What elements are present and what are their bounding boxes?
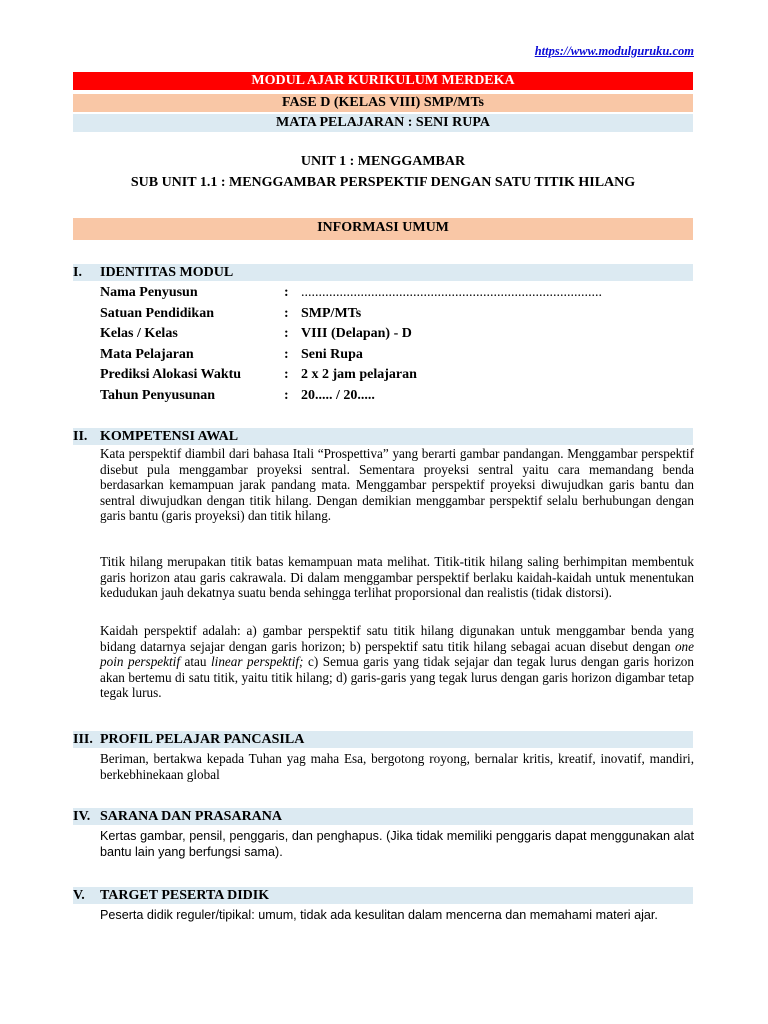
identity-colon: :: [284, 347, 289, 362]
identity-colon: :: [284, 388, 289, 403]
paragraph: Beriman, bertakwa kepada Tuhan yag maha Esa, bergotong royong, bernalar kritis, kreatif, inovatif, mandiri, berkebhinekaan global: [100, 751, 694, 782]
subject-band: MATA PELAJARAN : SENI RUPA: [73, 114, 693, 132]
section-number: IV.: [73, 809, 91, 824]
identity-value: Seni Rupa: [301, 347, 363, 362]
phase-band: FASE D (KELAS VIII) SMP/MTs: [73, 94, 693, 112]
section-number: II.: [73, 429, 88, 444]
section-kompetensi-awal: [73, 428, 693, 445]
identity-value: ......................................................................................: [301, 285, 602, 300]
section-profil-pelajar-pancasila: [73, 731, 693, 748]
identity-label: Mata Pelajaran: [100, 347, 194, 362]
identity-value: SMP/MTs: [301, 306, 362, 321]
paragraph: Kertas gambar, pensil, penggaris, dan penghapus. (Jika tidak memiliki penggaris dapat menggunakan alat bantu lain yang berfungsi sama).: [100, 829, 694, 859]
paragraph-text: c) Semua garis yang tidak sejajar dan tegak lurus dengan garis horizon akan bertemu di satu titik, yaitu titik hilang; d) garis-garis yang tegak lurus dengan garis horizon digambar tetap tegak lurus.: [100, 654, 694, 700]
section-title: KOMPETENSI AWAL: [100, 429, 239, 444]
section-number: III.: [73, 732, 93, 747]
section-target-peserta-didik: [73, 887, 693, 904]
paragraph: Titik hilang merupakan titik batas kemampuan mata melihat. Titik-titik hilang saling berhimpitan membentuk garis horizon atau garis cakrawala. Di dalam menggambar perspektif berlaku kaidah-kaidah untuk menentukan kedudukan jauh dekatnya suatu benda sehingga terlihat proporsional dan realistis (tidak distorsi).: [100, 554, 694, 600]
identity-colon: :: [284, 367, 289, 382]
section-number: V.: [73, 888, 85, 903]
section-title: SARANA DAN PRASARANA: [100, 809, 283, 824]
identity-label: Prediksi Alokasi Waktu: [100, 367, 242, 382]
paragraph-text: Kaidah perspektif adalah: a) gambar perspektif satu titik hilang digunakan untuk menggambar benda yang bidang datarnya sejajar dengan garis horizon; b) perspektif satu titik hilang sebagai acuan disebut dengan: [100, 623, 694, 654]
identity-value: 2 x 2 jam pelajaran: [301, 367, 417, 382]
website-link[interactable]: https://www.modulguruku.com: [534, 44, 694, 58]
paragraph: Peserta didik reguler/tipikal: umum, tidak ada kesulitan dalam mencerna dan memahami materi ajar.: [100, 908, 658, 922]
paragraph: Kata perspektif diambil dari bahasa Itali “Prospettiva” yang berarti gambar pandangan. Menggambar perspektif disebut pula menggambar proyeksi sentral. Sementara proyeksi sentral yaitu cara memandang benda berdasarkan kemampuan jarak pandang mata. Menggambar perspektif proyeksi diwujudkan garis bantu dan sentral diwujudkan dengan titik hilang. Dengan demikian menggambar perspektif selalu berhubungan dengan garis bantu (garis proyeksi) dan titik hilang.: [100, 446, 694, 523]
identity-value: 20..... / 20.....: [301, 388, 375, 403]
paragraph: [100, 623, 694, 701]
section-identitas-modul: [73, 264, 693, 281]
section-title: IDENTITAS MODUL: [100, 265, 234, 280]
identity-colon: :: [284, 306, 289, 321]
section-title: PROFIL PELAJAR PANCASILA: [100, 732, 305, 747]
identity-colon: :: [284, 326, 289, 341]
identity-value: VIII (Delapan) - D: [301, 326, 412, 341]
section-sarana-prasarana: [73, 808, 693, 825]
sub-unit-title: SUB UNIT 1.1 : MENGGAMBAR PERSPEKTIF DENGAN SATU TITIK HILANG: [130, 175, 636, 190]
section-title: TARGET PESERTA DIDIK: [100, 888, 270, 903]
italic-term: linear perspektif;: [211, 654, 304, 669]
identity-label: Satuan Pendidikan: [100, 306, 214, 321]
paragraph-text: atau: [179, 654, 212, 669]
identity-label: Nama Penyusun: [100, 285, 198, 300]
identity-label: Kelas / Kelas: [100, 326, 178, 341]
identity-label: Tahun Penyusunan: [100, 388, 216, 403]
general-info-band: INFORMASI UMUM: [73, 218, 693, 240]
identity-colon: :: [284, 285, 289, 300]
unit-title: UNIT 1 : MENGGAMBAR: [300, 154, 466, 169]
italic-term: one poin perspektif: [100, 638, 694, 669]
module-title-band: MODUL AJAR KURIKULUM MERDEKA: [73, 72, 693, 90]
section-number: I.: [73, 265, 82, 280]
